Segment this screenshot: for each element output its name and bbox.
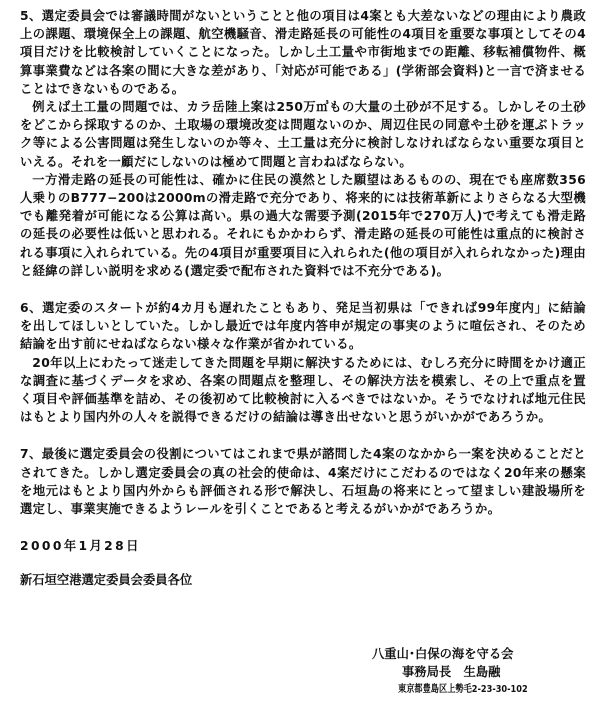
paragraph-timeline: 20年以上にわたって迷走してきた問題を早期に解決するためには、むしろ充分に時間をかけ適正な調査に基づくデータを求め、各案の問題点を整理し、その解決方法を模索し、その上で重点を置く項目や評価基準を詰め、その後初めて比較検討に入るべきではないか。そうでなければ地元住民はもとより国内外の人々を説得できるだけの結論は導き出せないと思うがいかがであろうか。	[20, 355, 586, 425]
signature-organization: 八重山･白保の海を守る会	[372, 647, 514, 661]
letter-date: 2000年1月28日	[20, 539, 141, 554]
paragraph-gap	[20, 518, 586, 537]
letter-recipients: 新石垣空港選定委員会委員各位	[20, 573, 193, 588]
paragraph-runway: 一方滑走路の延長の可能性は、確かに住民の漠然とした願望はあるものの、現在でも座席数356人乗りのB777−200は2000mの滑走路で充分であり、将来的には技術革新によりさらなる大型機でも離発着が可能になる公算は高い。県の過大な需要予測(2015年で270万人)で考えても滑走路の延長の必要性は低いと思われる。それにもかかわらず、滑走路の延長の可能性は重点的に検討される事項に入れられている。先の4項目が重要項目に入れられた(他の項目が入れられなかった)理由と経緯の詳しい説明を求める(選定委で配布された資料では不充分である)。	[20, 172, 586, 278]
paragraph-gap	[20, 280, 586, 299]
paragraph-gap	[20, 426, 586, 445]
paragraph-item-5: 5、選定委員会では審議時間がないということと他の項目は4案とも大差ないなどの理由により農政上の課題、環境保全上の課題、航空機騒音、滑走路延長の可能性の4項目を重要な事項としてその4項目だけを比較検討していくことになった。しかし土工量や市街地までの距離、移転補償物件、概算事業費などは各案の間に大きな差があり、「対応が可能である」(学術部会資料)と一言で済ませることはできないものである。	[20, 9, 586, 96]
paragraph-item-6: 6、選定委のスタートが約4カ月も遅れたこともあり、発足当初県は「できれば99年度内」に結論を出してほしいとしていた。しかし最近では年度内答申が規定の事実のように喧伝され、そのため結論を出す前にせねばならない様々な作業が省かれている。	[20, 301, 586, 352]
paragraph-earthwork: 例えば土工量の問題では、カラ岳陸上案は250万㎥もの大量の土砂が不足する。しかしその土砂をどこから採取するのか、土取場の環境改変は問題ないのか、周辺住民の同意や土砂を運ぶトラック等による公害問題は発生しないのか等々、土工量は充分に検討しなければならない重要な項目といえる。それを一顧だにしないのは極めて問題と言わねばならない。	[20, 100, 586, 169]
letter-body	[20, 7, 586, 589]
paragraph-item-7: 7、最後に選定委員会の役割についてはこれまで県が諮問した4案のなかから一案を決めることだとされてきた。しかし選定委員会の真の社会的使命は、4案だけにこだわるのではなく20年来の懸案を地元はもとより国内外からも評価される形で解決し、石垣島の将来にとって望ましい建設場所を選定し、事業実施できるようレールを引くことであると考えるがいかがであろうか。	[20, 447, 586, 517]
signature-address: 東京都豊島区上勢毛2-23-30-102	[398, 684, 528, 695]
paragraph-gap	[20, 555, 586, 571]
signature-block	[372, 645, 582, 697]
signature-role: 事務局長 生島融	[402, 665, 501, 679]
